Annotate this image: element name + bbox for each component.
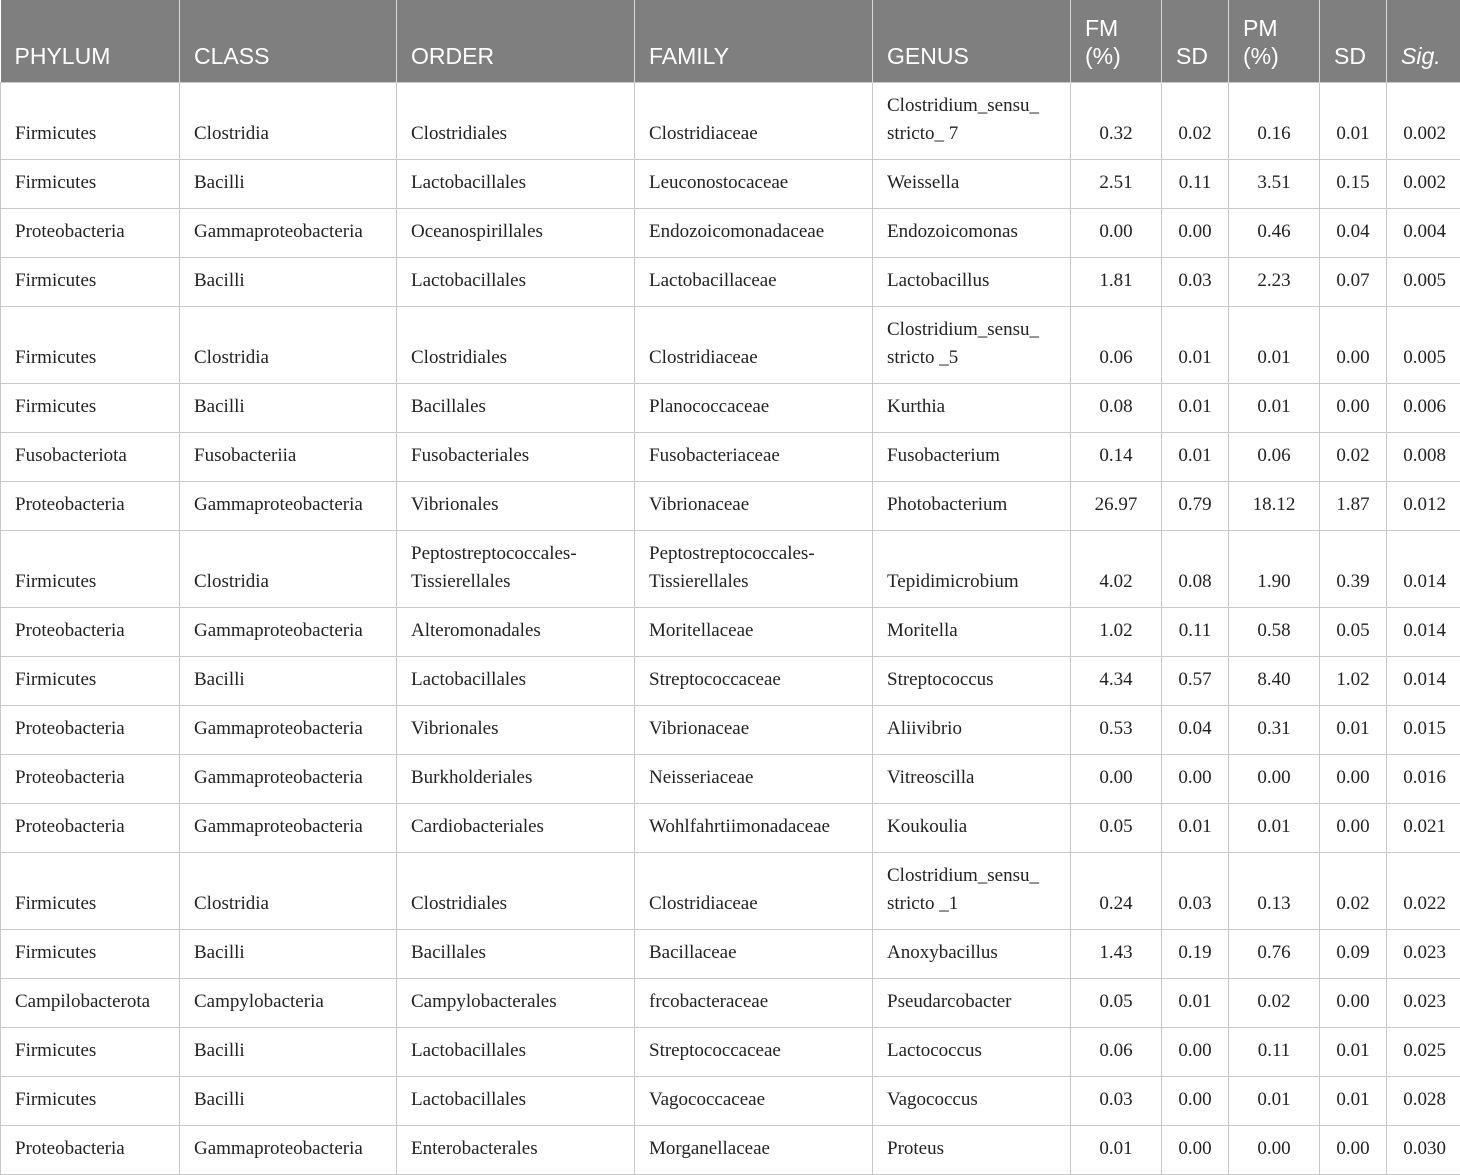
sd-pm-cell: 0.39 bbox=[1320, 530, 1387, 607]
phylum-cell: Proteobacteria bbox=[1, 1125, 180, 1174]
sd-pm-cell: 0.01 bbox=[1320, 1076, 1387, 1125]
pm-cell: 0.01 bbox=[1229, 1076, 1320, 1125]
family-cell: Leuconostocaceae bbox=[635, 159, 873, 208]
table-body bbox=[1, 82, 1460, 1174]
table-row bbox=[1, 754, 1460, 803]
family-cell: Clostridiaceae bbox=[635, 852, 873, 929]
order-cell: Campylobacterales bbox=[397, 978, 635, 1027]
fm-cell: 4.02 bbox=[1071, 530, 1162, 607]
fm-cell: 0.32 bbox=[1071, 82, 1162, 159]
sig-cell: 0.023 bbox=[1387, 929, 1460, 978]
genus-cell-line2: stricto_ 7 bbox=[887, 123, 958, 144]
sig-cell: 0.022 bbox=[1387, 852, 1460, 929]
class-cell: Bacilli bbox=[180, 257, 397, 306]
table-row bbox=[1, 82, 1460, 159]
sd-fm-cell: 0.00 bbox=[1162, 208, 1229, 257]
sig-cell: 0.014 bbox=[1387, 607, 1460, 656]
table-row bbox=[1, 530, 1460, 607]
genus-cell bbox=[873, 852, 1071, 929]
genus-cell: Koukoulia bbox=[873, 803, 1071, 852]
genus-cell: Photobacterium bbox=[873, 481, 1071, 530]
family-cell: Clostridiaceae bbox=[635, 82, 873, 159]
sd-fm-cell: 0.08 bbox=[1162, 530, 1229, 607]
sd-fm-cell: 0.00 bbox=[1162, 754, 1229, 803]
class-cell: Bacilli bbox=[180, 929, 397, 978]
phylum-cell: Firmicutes bbox=[1, 383, 180, 432]
phylum-cell: Firmicutes bbox=[1, 852, 180, 929]
order-cell: Burkholderiales bbox=[397, 754, 635, 803]
order-cell-line2: Tissierellales bbox=[411, 571, 511, 592]
fm-cell: 0.14 bbox=[1071, 432, 1162, 481]
genus-cell-line1: Clostridium_sensu_ bbox=[887, 865, 1039, 886]
order-cell: Bacillales bbox=[397, 929, 635, 978]
pm-cell: 0.58 bbox=[1229, 607, 1320, 656]
sd-pm-cell: 0.01 bbox=[1320, 705, 1387, 754]
sd-pm-cell: 0.04 bbox=[1320, 208, 1387, 257]
genus-cell: Pseudarcobacter bbox=[873, 978, 1071, 1027]
order-cell: Cardiobacteriales bbox=[397, 803, 635, 852]
class-cell: Bacilli bbox=[180, 1076, 397, 1125]
sd-fm-cell: 0.00 bbox=[1162, 1125, 1229, 1174]
sd-pm-cell: 0.02 bbox=[1320, 432, 1387, 481]
class-cell: Fusobacteriia bbox=[180, 432, 397, 481]
phylum-cell: Firmicutes bbox=[1, 257, 180, 306]
family-cell: Streptococcaceae bbox=[635, 656, 873, 705]
genus-cell: Fusobacterium bbox=[873, 432, 1071, 481]
family-cell: Fusobacteriaceae bbox=[635, 432, 873, 481]
pm-cell: 3.51 bbox=[1229, 159, 1320, 208]
header-fm-line1: FM bbox=[1085, 15, 1118, 41]
pm-cell: 0.46 bbox=[1229, 208, 1320, 257]
header-family: FAMILY bbox=[635, 0, 873, 82]
fm-cell: 0.53 bbox=[1071, 705, 1162, 754]
sig-cell: 0.023 bbox=[1387, 978, 1460, 1027]
class-cell: Clostridia bbox=[180, 852, 397, 929]
sig-cell: 0.005 bbox=[1387, 306, 1460, 383]
sd-pm-cell: 0.00 bbox=[1320, 754, 1387, 803]
order-cell: Lactobacillales bbox=[397, 1027, 635, 1076]
sig-cell: 0.002 bbox=[1387, 82, 1460, 159]
table-row bbox=[1, 1027, 1460, 1076]
table-row bbox=[1, 607, 1460, 656]
sd-pm-cell: 0.00 bbox=[1320, 803, 1387, 852]
genus-cell: Vagococcus bbox=[873, 1076, 1071, 1125]
sig-cell: 0.004 bbox=[1387, 208, 1460, 257]
sd-pm-cell: 0.05 bbox=[1320, 607, 1387, 656]
fm-cell: 0.03 bbox=[1071, 1076, 1162, 1125]
genus-cell-line1: Clostridium_sensu_ bbox=[887, 319, 1039, 340]
header-sig: Sig. bbox=[1387, 0, 1460, 82]
phylum-cell: Fusobacteriota bbox=[1, 432, 180, 481]
sd-fm-cell: 0.01 bbox=[1162, 383, 1229, 432]
fm-cell: 0.00 bbox=[1071, 208, 1162, 257]
family-cell bbox=[635, 530, 873, 607]
table-row bbox=[1, 306, 1460, 383]
pm-cell: 1.90 bbox=[1229, 530, 1320, 607]
genus-cell: Lactococcus bbox=[873, 1027, 1071, 1076]
header-sd-fm: SD bbox=[1162, 0, 1229, 82]
phylum-cell: Firmicutes bbox=[1, 306, 180, 383]
phylum-cell: Proteobacteria bbox=[1, 705, 180, 754]
sig-cell: 0.012 bbox=[1387, 481, 1460, 530]
phylum-cell: Firmicutes bbox=[1, 929, 180, 978]
table-row bbox=[1, 978, 1460, 1027]
family-cell: Endozoicomonadaceae bbox=[635, 208, 873, 257]
family-cell: Wohlfahrtiimonadaceae bbox=[635, 803, 873, 852]
sd-fm-cell: 0.01 bbox=[1162, 803, 1229, 852]
genus-cell: Moritella bbox=[873, 607, 1071, 656]
sig-cell: 0.005 bbox=[1387, 257, 1460, 306]
fm-cell: 0.08 bbox=[1071, 383, 1162, 432]
header-sd-pm: SD bbox=[1320, 0, 1387, 82]
class-cell: Gammaproteobacteria bbox=[180, 803, 397, 852]
sig-cell: 0.014 bbox=[1387, 530, 1460, 607]
fm-cell: 0.06 bbox=[1071, 306, 1162, 383]
pm-cell: 0.16 bbox=[1229, 82, 1320, 159]
sd-fm-cell: 0.00 bbox=[1162, 1076, 1229, 1125]
sig-cell: 0.021 bbox=[1387, 803, 1460, 852]
sd-fm-cell: 0.02 bbox=[1162, 82, 1229, 159]
pm-cell: 0.31 bbox=[1229, 705, 1320, 754]
sd-fm-cell: 0.04 bbox=[1162, 705, 1229, 754]
header-phylum: PHYLUM bbox=[1, 0, 180, 82]
sd-fm-cell: 0.01 bbox=[1162, 306, 1229, 383]
genus-cell-line2: stricto _5 bbox=[887, 347, 958, 368]
sd-fm-cell: 0.03 bbox=[1162, 852, 1229, 929]
table-row bbox=[1, 929, 1460, 978]
sd-fm-cell: 0.11 bbox=[1162, 607, 1229, 656]
sd-pm-cell: 0.00 bbox=[1320, 383, 1387, 432]
sd-pm-cell: 0.00 bbox=[1320, 306, 1387, 383]
order-cell: Clostridiales bbox=[397, 852, 635, 929]
sd-pm-cell: 0.15 bbox=[1320, 159, 1387, 208]
genus-cell-line2: stricto _1 bbox=[887, 893, 958, 914]
genus-cell bbox=[873, 306, 1071, 383]
sd-fm-cell: 0.79 bbox=[1162, 481, 1229, 530]
fm-cell: 2.51 bbox=[1071, 159, 1162, 208]
fm-cell: 0.05 bbox=[1071, 803, 1162, 852]
order-cell: Vibrionales bbox=[397, 705, 635, 754]
family-cell: Streptococcaceae bbox=[635, 1027, 873, 1076]
table-row bbox=[1, 656, 1460, 705]
order-cell: Enterobacterales bbox=[397, 1125, 635, 1174]
header-pm-line1: PM bbox=[1243, 15, 1278, 41]
genus-cell: Anoxybacillus bbox=[873, 929, 1071, 978]
header-order: ORDER bbox=[397, 0, 635, 82]
genus-cell: Weissella bbox=[873, 159, 1071, 208]
fm-cell: 4.34 bbox=[1071, 656, 1162, 705]
pm-cell: 0.01 bbox=[1229, 803, 1320, 852]
pm-cell: 0.06 bbox=[1229, 432, 1320, 481]
phylum-cell: Proteobacteria bbox=[1, 607, 180, 656]
fm-cell: 1.81 bbox=[1071, 257, 1162, 306]
fm-cell: 0.06 bbox=[1071, 1027, 1162, 1076]
phylum-cell: Proteobacteria bbox=[1, 803, 180, 852]
phylum-cell: Firmicutes bbox=[1, 656, 180, 705]
sd-pm-cell: 1.02 bbox=[1320, 656, 1387, 705]
sd-fm-cell: 0.57 bbox=[1162, 656, 1229, 705]
header-fm-line2: (%) bbox=[1085, 43, 1121, 69]
fm-cell: 0.01 bbox=[1071, 1125, 1162, 1174]
sd-fm-cell: 0.01 bbox=[1162, 432, 1229, 481]
header-class: CLASS bbox=[180, 0, 397, 82]
fm-cell: 1.43 bbox=[1071, 929, 1162, 978]
family-cell: Vagococcaceae bbox=[635, 1076, 873, 1125]
pm-cell: 0.13 bbox=[1229, 852, 1320, 929]
phylum-cell: Proteobacteria bbox=[1, 754, 180, 803]
order-cell: Lactobacillales bbox=[397, 159, 635, 208]
pm-cell: 2.23 bbox=[1229, 257, 1320, 306]
family-cell-line2: Tissierellales bbox=[649, 571, 749, 592]
phylum-cell: Proteobacteria bbox=[1, 481, 180, 530]
fm-cell: 0.00 bbox=[1071, 754, 1162, 803]
sd-pm-cell: 0.07 bbox=[1320, 257, 1387, 306]
class-cell: Bacilli bbox=[180, 159, 397, 208]
pm-cell: 0.00 bbox=[1229, 754, 1320, 803]
phylum-cell: Firmicutes bbox=[1, 159, 180, 208]
class-cell: Clostridia bbox=[180, 306, 397, 383]
sd-pm-cell: 0.01 bbox=[1320, 1027, 1387, 1076]
class-cell: Gammaproteobacteria bbox=[180, 1125, 397, 1174]
table-row bbox=[1, 432, 1460, 481]
genus-cell: Endozoicomonas bbox=[873, 208, 1071, 257]
order-cell: Alteromonadales bbox=[397, 607, 635, 656]
phylum-cell: Firmicutes bbox=[1, 82, 180, 159]
sd-fm-cell: 0.00 bbox=[1162, 1027, 1229, 1076]
order-cell: Lactobacillales bbox=[397, 1076, 635, 1125]
class-cell: Bacilli bbox=[180, 383, 397, 432]
phylum-cell: Firmicutes bbox=[1, 530, 180, 607]
class-cell: Gammaproteobacteria bbox=[180, 607, 397, 656]
sig-cell: 0.028 bbox=[1387, 1076, 1460, 1125]
sd-pm-cell: 0.01 bbox=[1320, 82, 1387, 159]
sig-cell: 0.008 bbox=[1387, 432, 1460, 481]
pm-cell: 0.76 bbox=[1229, 929, 1320, 978]
sd-fm-cell: 0.11 bbox=[1162, 159, 1229, 208]
fm-cell: 0.05 bbox=[1071, 978, 1162, 1027]
genus-cell-line1: Clostridium_sensu_ bbox=[887, 95, 1039, 116]
sig-cell: 0.006 bbox=[1387, 383, 1460, 432]
sd-fm-cell: 0.19 bbox=[1162, 929, 1229, 978]
phylum-cell: Campilobacterota bbox=[1, 978, 180, 1027]
order-cell: Clostridiales bbox=[397, 82, 635, 159]
table-row bbox=[1, 257, 1460, 306]
sig-cell: 0.030 bbox=[1387, 1125, 1460, 1174]
pm-cell: 18.12 bbox=[1229, 481, 1320, 530]
fm-cell: 26.97 bbox=[1071, 481, 1162, 530]
family-cell: Vibrionaceae bbox=[635, 481, 873, 530]
family-cell: Lactobacillaceae bbox=[635, 257, 873, 306]
family-cell: Clostridiaceae bbox=[635, 306, 873, 383]
order-cell: Lactobacillales bbox=[397, 656, 635, 705]
class-cell: Campylobacteria bbox=[180, 978, 397, 1027]
sd-pm-cell: 0.09 bbox=[1320, 929, 1387, 978]
header-fm bbox=[1071, 0, 1162, 82]
table-row bbox=[1, 705, 1460, 754]
table-row bbox=[1, 383, 1460, 432]
sd-pm-cell: 0.00 bbox=[1320, 978, 1387, 1027]
phylum-cell: Firmicutes bbox=[1, 1027, 180, 1076]
table-row bbox=[1, 1076, 1460, 1125]
table-row bbox=[1, 852, 1460, 929]
order-cell bbox=[397, 530, 635, 607]
sig-cell: 0.002 bbox=[1387, 159, 1460, 208]
class-cell: Gammaproteobacteria bbox=[180, 208, 397, 257]
family-cell: Planococcaceae bbox=[635, 383, 873, 432]
sig-cell: 0.014 bbox=[1387, 656, 1460, 705]
class-cell: Gammaproteobacteria bbox=[180, 481, 397, 530]
fm-cell: 0.24 bbox=[1071, 852, 1162, 929]
class-cell: Clostridia bbox=[180, 530, 397, 607]
genus-cell bbox=[873, 82, 1071, 159]
header-pm bbox=[1229, 0, 1320, 82]
header-pm-line2: (%) bbox=[1243, 43, 1279, 69]
fm-cell: 1.02 bbox=[1071, 607, 1162, 656]
genus-cell: Vitreoscilla bbox=[873, 754, 1071, 803]
phylum-cell: Proteobacteria bbox=[1, 208, 180, 257]
family-cell: Morganellaceae bbox=[635, 1125, 873, 1174]
sd-fm-cell: 0.03 bbox=[1162, 257, 1229, 306]
order-cell: Lactobacillales bbox=[397, 257, 635, 306]
table-header bbox=[1, 0, 1460, 82]
order-cell-line1: Peptostreptococcales- bbox=[411, 543, 577, 564]
genus-cell: Kurthia bbox=[873, 383, 1071, 432]
class-cell: Clostridia bbox=[180, 82, 397, 159]
pm-cell: 8.40 bbox=[1229, 656, 1320, 705]
header-genus: GENUS bbox=[873, 0, 1071, 82]
family-cell-line1: Peptostreptococcales- bbox=[649, 543, 815, 564]
sig-cell: 0.016 bbox=[1387, 754, 1460, 803]
pm-cell: 0.02 bbox=[1229, 978, 1320, 1027]
sd-pm-cell: 1.87 bbox=[1320, 481, 1387, 530]
table-row bbox=[1, 208, 1460, 257]
family-cell: Bacillaceae bbox=[635, 929, 873, 978]
order-cell: Vibrionales bbox=[397, 481, 635, 530]
phylum-cell: Firmicutes bbox=[1, 1076, 180, 1125]
class-cell: Gammaproteobacteria bbox=[180, 705, 397, 754]
pm-cell: 0.01 bbox=[1229, 383, 1320, 432]
genus-cell: Aliivibrio bbox=[873, 705, 1071, 754]
order-cell: Fusobacteriales bbox=[397, 432, 635, 481]
pm-cell: 0.01 bbox=[1229, 306, 1320, 383]
order-cell: Bacillales bbox=[397, 383, 635, 432]
genus-cell: Lactobacillus bbox=[873, 257, 1071, 306]
order-cell: Oceanospirillales bbox=[397, 208, 635, 257]
order-cell: Clostridiales bbox=[397, 306, 635, 383]
pm-cell: 0.11 bbox=[1229, 1027, 1320, 1076]
genus-cell: Proteus bbox=[873, 1125, 1071, 1174]
genus-cell: Tepidimicrobium bbox=[873, 530, 1071, 607]
table-row bbox=[1, 1125, 1460, 1174]
family-cell: Neisseriaceae bbox=[635, 754, 873, 803]
sig-cell: 0.025 bbox=[1387, 1027, 1460, 1076]
sig-cell: 0.015 bbox=[1387, 705, 1460, 754]
class-cell: Bacilli bbox=[180, 656, 397, 705]
table-row bbox=[1, 159, 1460, 208]
pm-cell: 0.00 bbox=[1229, 1125, 1320, 1174]
family-cell: frcobacteraceae bbox=[635, 978, 873, 1027]
sd-pm-cell: 0.02 bbox=[1320, 852, 1387, 929]
table-row bbox=[1, 481, 1460, 530]
genus-cell: Streptococcus bbox=[873, 656, 1071, 705]
header-row bbox=[1, 0, 1460, 82]
sd-fm-cell: 0.01 bbox=[1162, 978, 1229, 1027]
class-cell: Bacilli bbox=[180, 1027, 397, 1076]
sd-pm-cell: 0.00 bbox=[1320, 1125, 1387, 1174]
family-cell: Moritellaceae bbox=[635, 607, 873, 656]
class-cell: Gammaproteobacteria bbox=[180, 754, 397, 803]
family-cell: Vibrionaceae bbox=[635, 705, 873, 754]
table-row bbox=[1, 803, 1460, 852]
